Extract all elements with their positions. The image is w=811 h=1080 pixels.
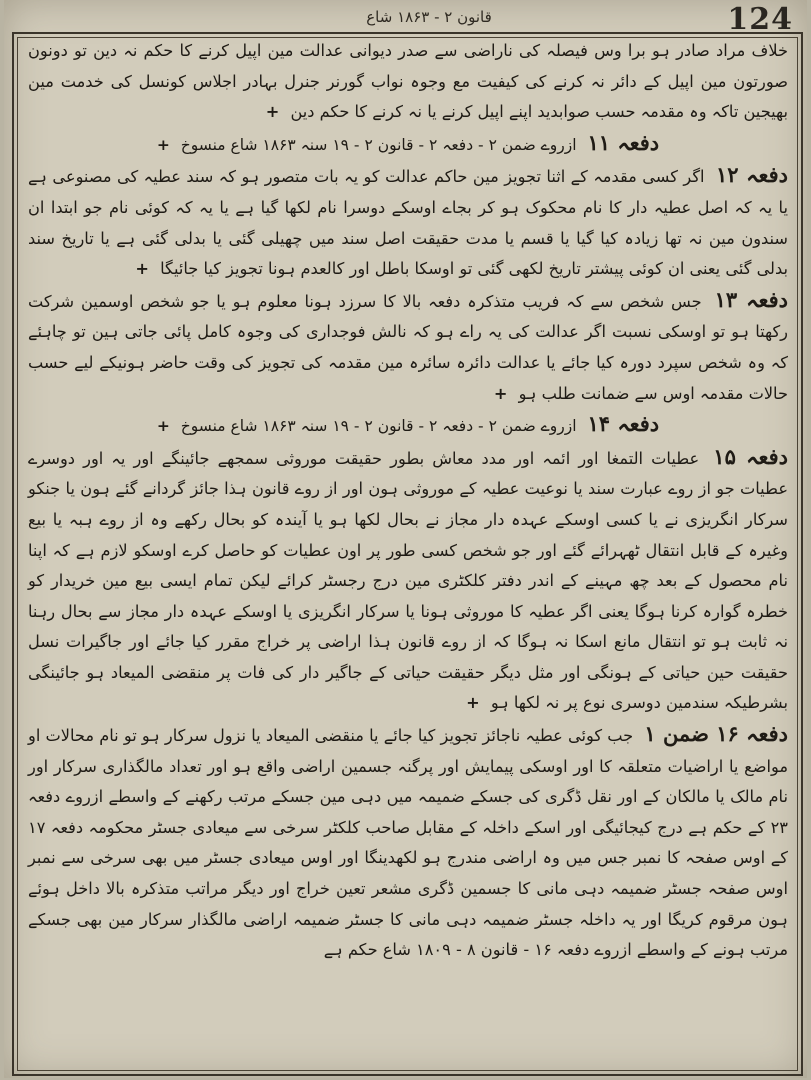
section-number: دفعہ ۱۶ ضمن ۱ xyxy=(644,721,788,747)
paragraph-text: ازروے ضمن ۲ - دفعہ ۲ - قانون ۲ - ۱۹ سنہ ۱۸۶۳ شاع منسوخ xyxy=(180,417,577,436)
paragraph-end-mark: + xyxy=(466,693,480,713)
paragraph-text: جس شخص سے کہ فریب متذکرہ دفعہ بالا کا سرزد ہونا معلوم ہو یا جو شخص اوسمین شرکت رکھتا ہو تو اوسکی نسبت اگر عدالت کی یہ راے ہو کہ نالش فوجداری کی وجوہ کامل پائی جاتی ہین تو چاہئے کہ وہ شخص سپرد دورہ کیا جائے یا عدالت دائرہ سائرہ مین مقدمہ کی تجویز کی وقت حاضر ہونیکے لیے حسب حالات مقدمہ اوس سے ضمانت طلب ہو xyxy=(28,291,788,403)
paragraph-section-13 xyxy=(22,285,792,409)
paragraph-text: اگر کسی مقدمہ کے اثنا تجویز مین حاکم عدالت کو یہ بات متصور ہو کہ سند عطیہ کی مصنوعی ہے یا یہ کہ اصل عطیہ دار کا نام محکوک ہو کر بجاے اوسکے دوسرا نام لکھا گیا ہے یا یہ کہ کوئی نام جو ابتدا ان سندون مین نہ تھا زیادہ کیا گیا یا قسم یا مدت حقیقت اصل سند میں چھیلی گئی یا بدلی گئی ہے یا تاریخ سند بدلی گئی یعنی ان کوئی پیشتر تاریخ لکھی گئی تو اوسکا باطل اور کالعدم ہونا تجویز کیا جائیگا xyxy=(28,167,788,279)
paragraph-section-12 xyxy=(22,160,792,284)
section-number: دفعہ ۱۳ xyxy=(714,286,789,312)
section-number: دفعہ ۱۴ xyxy=(587,411,660,437)
paragraph-text: جب کوئی عطیہ ناجائز تجویز کیا جائے یا منقضی المیعاد یا نزول سرکار ہو تو نام محالات او مواضع یا اراضیات متعلقہ کا اور اوسکی پیمایش اور پرگنہ جسمین اراضی واقع ہو اور تعداد مالگذاری سرکار اور نام مالک یا مالکان کے اور نقل ڈگری کی جسکے ضمیمہ میں دہی مین جسکے مرتب رکھنے کے واسطے ازروے دفعہ ۲۳ کے حکم ہے درج کیجائیگی اور اسکے داخلہ کے مقابل صاحب کلکٹر سرخی سے میعادی جسٹر محکومہ دفعہ ۱۷ کے اوس صفحہ کا نمبر جس میں وہ اراضی مندرج ہو لکھدینگا اور اوس میعادی جسٹر میں بھی سرخی سے نمبر اوس صفحہ جسٹر ضمیمہ دہی مانی کا جسمین ڈگری مشعر تعین خراج اور دیگر مراتب متذکرہ بالا داخل ہوئے ہون مرقوم کریگا اور یہ داخلہ جسٹر ضمیمہ دہی مانی کا جسٹر ضمیمہ اراضی مالگذار سرکار مین بھی جسکے مرتب ہونے کے واسطے ازروے دفعہ ۱۶ - قانون ۸ - ۱۸۰۹ شاع حکم ہے xyxy=(28,726,788,960)
document-page xyxy=(4,0,807,1078)
section-number: دفعہ ۱۵ xyxy=(713,443,788,469)
paragraph-text: ازروے ضمن ۲ - دفعہ ۲ - قانون ۲ - ۱۹ سنہ ۱۸۶۳ شاع منسوخ xyxy=(180,135,577,154)
document-body xyxy=(22,36,792,1066)
paragraph-section-14 xyxy=(22,409,792,442)
paragraph-section-11 xyxy=(22,128,792,161)
paragraph-text: عطیات التمغا اور ائمہ اور مدد معاش بطور حقیقت موروثی سمجھے جائینگے اور یہ اور دوسرے عطیات جو از روے عبارت سند یا نوعیت عطیہ کے موروثی ہون اور از روے قانون ہذا جائز گردانے گئے ہون یا جنکو سرکار انگریزی نے یا کسی اوسکے عہدہ دار مجاز نے بحال لکھا ہو یا آیندہ کو بحال رکھے وہ از روے ہبہ یا بیع وغیرہ کے قابل انتقال ٹھہرائے گئے اور جو شخص کسی طور پر اون عطیات کو حاصل کرے اوسکو لازم ہے کہ اپنا نام محصول کے بعد چھ مہینے کے اندر دفتر کلکٹری مین درج رجسٹر کرائے لیکن تمام ایسی بیع مین خریدار کو خطرہ گوارہ کرنا ہوگا یعنی اگر عطیہ کا موروثی ہونا یا سرکار انگریزی یا اوسکے عہدہ دار مجاز سے بحال رہنا نہ ثابت ہو تو انتقال مانع اسکا نہ ہوگا کہ از روے قانون ہذا اراضی پر خراج مقرر کیا جائے اور جاگیرات نسل حقیقت حین حیاتی کے ہونگی اور مثل دیگر حقیقت حیاتی کے جاگیر دار کی فات پر منقضی المیعاد ہو جائینگی بشرطیکہ سندمین دوسری نوع پر نہ لکھا ہو xyxy=(28,448,788,713)
paragraph-end-mark: + xyxy=(156,135,170,154)
paragraph-end-mark: + xyxy=(493,383,508,403)
paragraph-intro xyxy=(22,36,792,128)
paragraph-end-mark: + xyxy=(156,417,170,436)
paragraph-end-mark: + xyxy=(135,259,149,279)
section-number: دفعہ ۱۱ xyxy=(587,129,660,155)
section-number: دفعہ ۱۲ xyxy=(716,162,789,188)
page-number: 124 xyxy=(727,2,793,37)
paragraph-end-mark: + xyxy=(265,102,280,122)
paragraph-section-15 xyxy=(22,442,792,719)
running-title: قانون ۲ - ۱۸۶۳ شاع xyxy=(366,8,492,26)
paragraph-section-16 xyxy=(22,719,792,966)
paragraph-text: خلاف مراد صادر ہو برا وس فیصلہ کی ناراضی سے صدر دیوانی عدالت مین اپیل کرنے کا حکم نہ دین تو دونون صورتون مین اپیل کے دائر نہ کرنے کی کیفیت مع وجوہ نواب گورنر جنرل بہادر اجلاس کونسل کی خدمت مین بھیجین تاکہ وہ مقدمہ حسب صوابدید اپنے اپیل کرنے یا نہ کرنے کا حکم دین xyxy=(28,41,788,122)
